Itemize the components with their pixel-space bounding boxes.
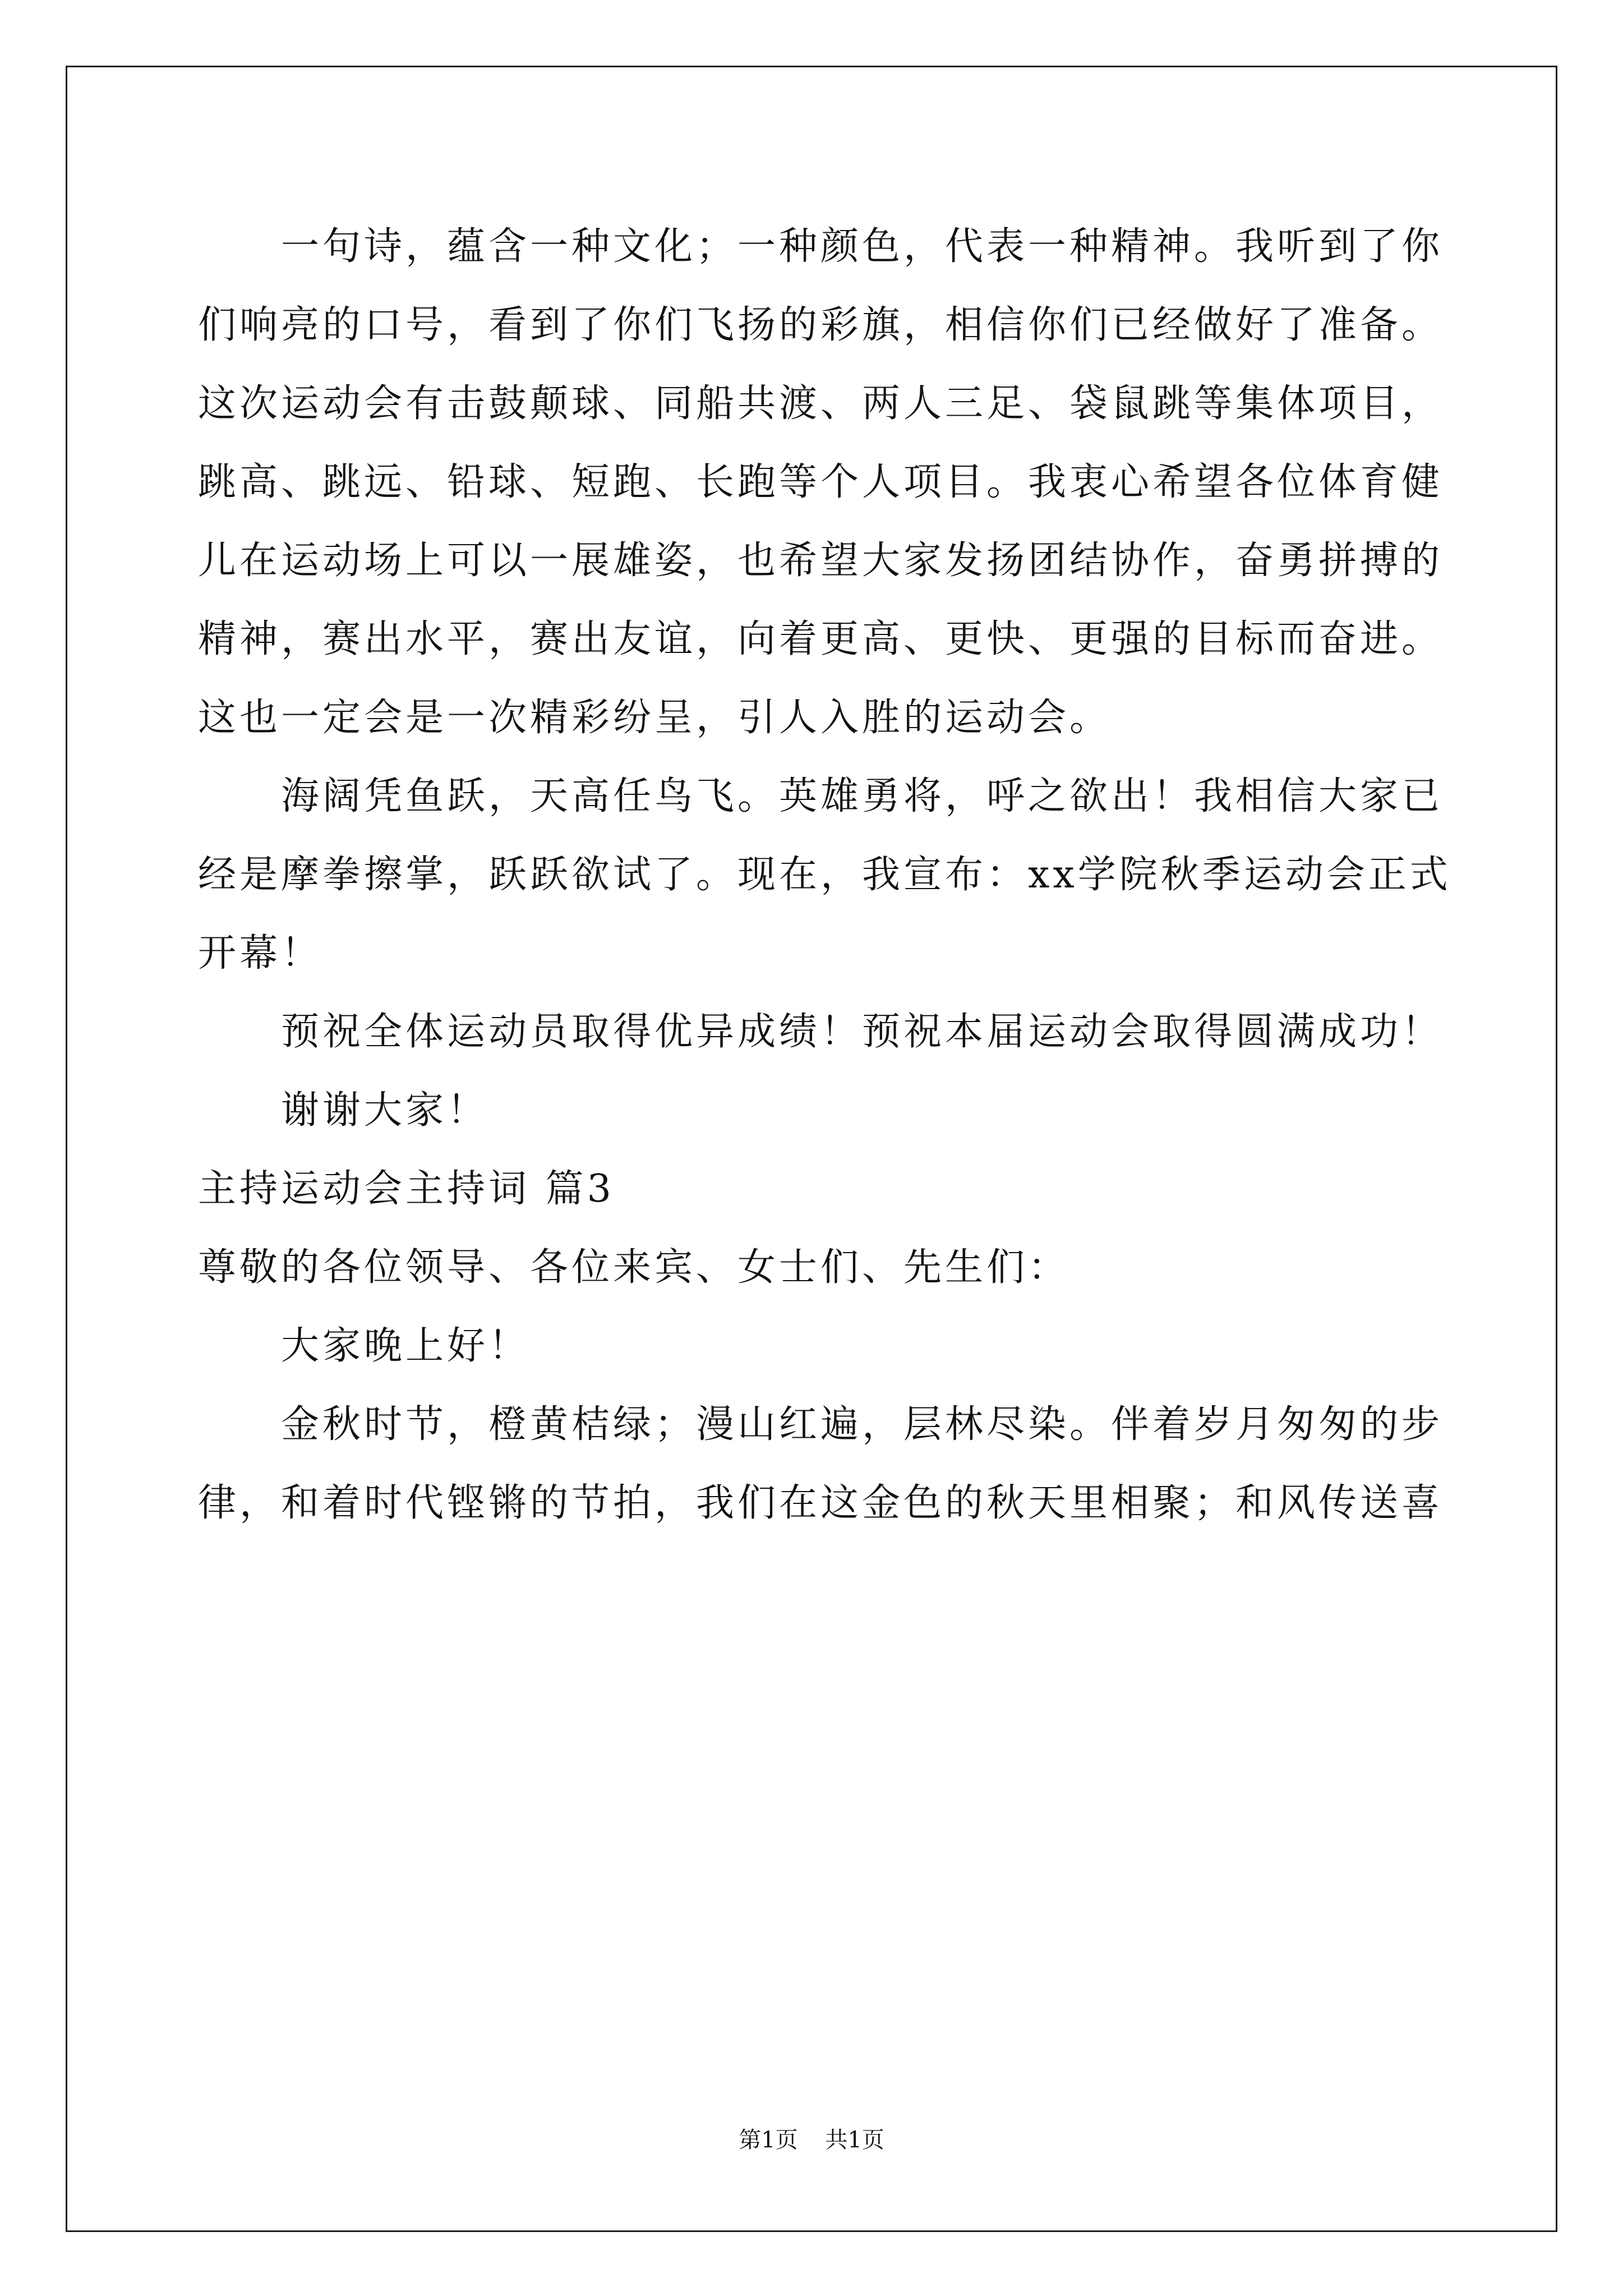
paragraph-line: 谢谢大家！ [281, 1088, 489, 1133]
paragraph-line: 这次运动会有击鼓颠球、同船共渡、两人三足、袋鼠跳等集体项目， [198, 381, 1444, 426]
paragraph-line: 律，和着时代铿锵的节拍，我们在这金色的秋天里相聚；和风传送喜 [198, 1481, 1444, 1525]
page-number-total: 共1页 [825, 2127, 884, 2153]
paragraph-line: 预祝全体运动员取得优异成绩！预祝本届运动会取得圆满成功！ [281, 1010, 1444, 1054]
paragraph-line: 海阔凭鱼跃，天高任鸟飞。英雄勇将，呼之欲出！我相信大家已 [281, 774, 1444, 818]
page-footer [0, 2123, 1623, 2157]
paragraph-line: 这也一定会是一次精彩纷呈，引人入胜的运动会。 [198, 696, 1112, 740]
paragraph-line: 精神，赛出水平，赛出友谊，向着更高、更快、更强的目标而奋进。 [198, 617, 1444, 661]
paragraph-line: 经是摩拳擦掌，跃跃欲试了。现在，我宣布：xx学院秋季运动会正式 [198, 853, 1451, 897]
paragraph-line: 大家晚上好！ [281, 1324, 531, 1368]
paragraph-line: 金秋时节，橙黄桔绿；漫山红遍，层林尽染。伴着岁月匆匆的步 [281, 1402, 1444, 1447]
paragraph-line: 跳高、跳远、铅球、短跑、长跑等个人项目。我衷心希望各位体育健 [198, 460, 1444, 504]
section-heading: 主持运动会主持词 篇3 [198, 1167, 615, 1211]
paragraph-line: 一句诗，蕴含一种文化；一种颜色，代表一种精神。我听到了你 [281, 224, 1444, 269]
page-number-current: 第1页 [739, 2127, 798, 2153]
salutation-line: 尊敬的各位领导、各位来宾、女士们、先生们： [198, 1245, 1070, 1290]
paragraph-line: 儿在运动场上可以一展雄姿，也希望大家发扬团结协作，奋勇拼搏的 [198, 539, 1444, 583]
paragraph-line: 们响亮的口号，看到了你们飞扬的彩旗，相信你们已经做好了准备。 [198, 303, 1444, 347]
paragraph-line: 开幕！ [198, 931, 323, 976]
